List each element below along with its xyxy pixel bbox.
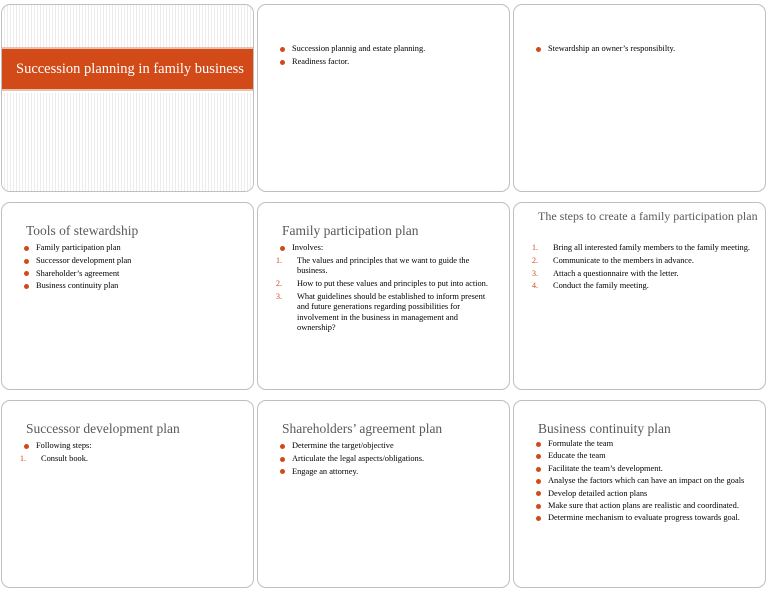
bullet-icon [536,442,541,447]
numbered-item: 2. How to put these values and principles to put into action. [276,279,488,288]
bullet-icon [536,467,541,472]
presentation-title: Succession planning in family business [16,60,244,77]
slide-4-content [24,243,241,294]
list-item: Involves: [280,243,497,253]
list-item: Family participation plan [24,243,241,253]
title-slide-lower-panel [2,91,253,191]
bullet-icon [280,469,285,474]
slide-title: Business continuity plan [538,421,671,436]
bullet-icon [536,47,541,52]
bullet-icon [24,259,29,264]
slide-6-content [532,243,753,294]
bullet-icon [280,457,285,462]
bullet-icon [536,504,541,509]
bullet-icon [536,491,541,496]
bullet-icon [24,284,29,289]
bullet-icon [536,454,541,459]
bullet-icon [24,246,29,251]
list-item: Analyse the factors which can have an impact on the goals [536,476,753,486]
list-item: Readiness factor. [280,57,497,67]
slide-3-content [536,44,753,57]
bullet-icon [280,47,285,52]
list-item: Make sure that action plans are realistic and coordinated. [536,501,753,511]
numbered-item: 3. Attach a questionnaire with the letter. [532,268,679,278]
bullet-icon [24,271,29,276]
numbered-item: 1. The values and principles that we want to guide the business. [276,255,470,276]
slide-8-content [280,441,497,479]
numbered-item: 2. Communicate to the members in advance. [532,255,694,265]
list-item: Succession plannig and estate planning. [280,44,497,54]
slide-9-content [536,439,753,526]
slide-2-content [280,44,497,70]
slide-6[interactable] [513,202,766,390]
slide-4[interactable] [1,202,254,390]
list-item: Formulate the team [536,439,753,449]
slide-title: Family participation plan [282,223,419,238]
list-item: Business continuity plan [24,281,241,291]
slide-3[interactable] [513,4,766,192]
slide-9[interactable] [513,400,766,588]
bullet-icon [280,60,285,65]
slide-title: The steps to create a family participation plan [538,209,758,223]
list-item: Following steps: [24,441,241,451]
slide-5[interactable] [257,202,510,390]
bullet-icon [24,444,29,449]
slide-title: Successor development plan [26,421,180,436]
slide-title: Tools of stewardship [26,223,139,238]
numbered-item: 1. Bring all interested family members to the family meeting. [532,243,750,252]
list-item: Stewardship an owner’s responsibilty. [536,44,753,54]
bullet-icon [536,479,541,484]
slide-5-content [276,243,497,336]
numbered-item: 3. What guidelines should be established to inform present and future generations regarding possibilities for involvement in the business in management and ownership? [276,291,486,333]
bullet-icon [536,516,541,521]
slide-8[interactable] [257,400,510,588]
bullet-icon [280,246,285,251]
numbered-item: 1. Consult book. [20,453,88,463]
list-item: Determine the target/objective [280,441,497,451]
list-item: Educate the team [536,451,753,461]
list-item: Articulate the legal aspects/obligations. [280,454,497,464]
title-band [2,47,253,91]
slide-7[interactable] [1,400,254,588]
bullet-icon [280,444,285,449]
slide-1[interactable] [1,4,254,192]
slide-2[interactable] [257,4,510,192]
list-item: Successor development plan [24,256,241,266]
list-item: Shareholder’s agreement [24,269,241,279]
list-item: Develop detailed action plans [536,489,753,499]
slide-7-content [20,441,241,467]
list-item: Engage an attorney. [280,467,497,477]
list-item: Determine mechanism to evaluate progress towards goal. [536,513,753,523]
slide-title: Shareholders’ agreement plan [282,421,443,436]
numbered-item: 4. Conduct the family meeting. [532,281,649,291]
list-item: Facilitate the team’s development. [536,464,753,474]
